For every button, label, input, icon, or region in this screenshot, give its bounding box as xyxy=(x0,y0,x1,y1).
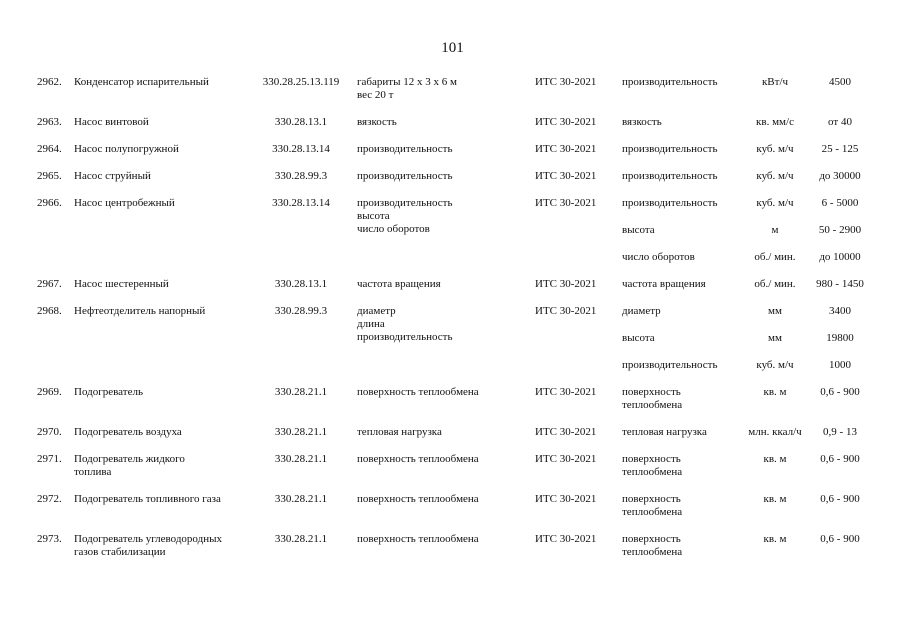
okpd-code: 330.28.21.1 xyxy=(274,533,328,545)
value: 6 - 5000 xyxy=(821,197,859,209)
parameter-name xyxy=(622,251,746,264)
characteristic-line: диаметр xyxy=(357,305,396,317)
parameter-name xyxy=(622,493,746,519)
value: 980 - 1450 xyxy=(816,278,864,290)
parameter-name-line: производительность xyxy=(622,76,718,88)
parameter-name-line: теплообмена xyxy=(622,506,683,518)
parameter-name xyxy=(622,197,746,210)
value: 0,6 - 900 xyxy=(820,493,860,505)
characteristic-line: производительность xyxy=(357,197,453,209)
value: до 10000 xyxy=(819,251,861,263)
value: 4500 xyxy=(829,76,851,88)
characteristic-line: число оборотов xyxy=(357,223,430,235)
value: 1000 xyxy=(829,359,851,371)
equipment-name xyxy=(74,386,246,399)
equipment-name-line: топлива xyxy=(74,466,112,478)
equipment-name-line: Насос полупогружной xyxy=(74,143,179,155)
parameter-name-line: поверхность xyxy=(622,453,681,465)
characteristic-line: поверхность теплообмена xyxy=(357,386,479,398)
parameter-name xyxy=(622,453,746,479)
okpd-code: 330.28.21.1 xyxy=(274,386,328,398)
parameter-name-line: число оборотов xyxy=(622,251,695,263)
parameter-name xyxy=(622,332,746,345)
parameter-name-line: поверхность xyxy=(622,493,681,505)
value: 3400 xyxy=(829,305,851,317)
reference-standard: ИТС 30-2021 xyxy=(535,533,597,545)
value: 50 - 2900 xyxy=(818,224,862,236)
row-number: 2973. xyxy=(37,533,62,545)
characteristic-line: производительность xyxy=(357,170,453,182)
row-number: 2963. xyxy=(37,116,62,128)
characteristic-line: вес 20 т xyxy=(357,89,394,101)
characteristics xyxy=(357,533,527,546)
characteristics xyxy=(357,76,527,102)
parameter-name-line: высота xyxy=(622,224,655,236)
okpd-code: 330.28.21.1 xyxy=(274,426,328,438)
characteristic-line: длина xyxy=(357,318,385,330)
unit: мм xyxy=(768,305,782,317)
value: 0,6 - 900 xyxy=(820,453,860,465)
characteristics xyxy=(357,386,527,399)
equipment-name-line: Нефтеотделитель напорный xyxy=(74,305,206,317)
unit: об./ мин. xyxy=(754,251,796,263)
equipment-name xyxy=(74,278,246,291)
unit: мм xyxy=(768,332,782,344)
unit: куб. м/ч xyxy=(756,143,794,155)
unit: млн. ккал/ч xyxy=(748,426,802,438)
equipment-name-line: Насос винтовой xyxy=(74,116,149,128)
row-number: 2962. xyxy=(37,76,62,88)
reference-standard: ИТС 30-2021 xyxy=(535,426,597,438)
okpd-code: 330.28.13.1 xyxy=(274,278,328,290)
equipment-name xyxy=(74,76,246,89)
value: 25 - 125 xyxy=(821,143,859,155)
characteristics xyxy=(357,426,527,439)
row-number: 2969. xyxy=(37,386,62,398)
row-number: 2972. xyxy=(37,493,62,505)
unit: м xyxy=(771,224,779,236)
characteristics xyxy=(357,197,527,236)
equipment-name xyxy=(74,170,246,183)
equipment-name xyxy=(74,533,246,559)
value: 19800 xyxy=(826,332,854,344)
characteristic-line: габариты 12 x 3 x 6 м xyxy=(357,76,457,88)
equipment-name-line: Конденсатор испарительный xyxy=(74,76,209,88)
parameter-name xyxy=(622,426,746,439)
characteristics xyxy=(357,305,527,344)
characteristics xyxy=(357,143,527,156)
reference-standard: ИТС 30-2021 xyxy=(535,305,597,317)
parameter-name xyxy=(622,278,746,291)
page-number: 101 xyxy=(441,40,464,56)
parameter-name xyxy=(622,76,746,89)
okpd-code: 330.28.99.3 xyxy=(274,305,328,317)
parameter-name xyxy=(622,305,746,318)
characteristics xyxy=(357,116,527,129)
okpd-code: 330.28.13.14 xyxy=(272,143,330,155)
characteristic-line: тепловая нагрузка xyxy=(357,426,442,438)
equipment-name xyxy=(74,453,246,479)
parameter-name-line: диаметр xyxy=(622,305,661,317)
equipment-name-line: Насос шестеренный xyxy=(74,278,169,290)
row-number: 2966. xyxy=(37,197,62,209)
equipment-name-line: Насос центробежный xyxy=(74,197,175,209)
parameter-name-line: теплообмена xyxy=(622,546,683,558)
value: 0,9 - 13 xyxy=(823,426,857,438)
okpd-code: 330.28.21.1 xyxy=(274,493,328,505)
row-number: 2964. xyxy=(37,143,62,155)
okpd-code: 330.28.13.14 xyxy=(272,197,330,209)
reference-standard: ИТС 30-2021 xyxy=(535,197,597,209)
unit: куб. м/ч xyxy=(756,170,794,182)
unit: кв. мм/с xyxy=(756,116,794,128)
okpd-code: 330.28.25.13.119 xyxy=(262,76,340,88)
row-number: 2967. xyxy=(37,278,62,290)
characteristics xyxy=(357,493,527,506)
reference-standard: ИТС 30-2021 xyxy=(535,386,597,398)
equipment-name xyxy=(74,493,246,506)
characteristic-line: производительность xyxy=(357,143,453,155)
equipment-name xyxy=(74,143,246,156)
parameter-name-line: производительность xyxy=(622,197,718,209)
equipment-name-line: Подогреватель топливного газа xyxy=(74,493,221,505)
characteristic-line: поверхность теплообмена xyxy=(357,453,479,465)
parameter-name-line: вязкость xyxy=(622,116,662,128)
reference-standard: ИТС 30-2021 xyxy=(535,170,597,182)
unit: об./ мин. xyxy=(754,278,796,290)
row-number: 2965. xyxy=(37,170,62,182)
parameter-name-line: теплообмена xyxy=(622,399,683,411)
equipment-name-line: Подогреватель углеводородных xyxy=(74,533,222,545)
parameter-name-line: производительность xyxy=(622,170,718,182)
parameter-name-line: поверхность xyxy=(622,533,681,545)
parameter-name-line: частота вращения xyxy=(622,278,706,290)
unit: кв. м xyxy=(763,493,787,505)
unit: кв. м xyxy=(763,533,787,545)
parameter-name-line: теплообмена xyxy=(622,466,683,478)
characteristic-line: частота вращения xyxy=(357,278,441,290)
characteristic-line: поверхность теплообмена xyxy=(357,533,479,545)
equipment-name-line: Подогреватель xyxy=(74,386,143,398)
reference-standard: ИТС 30-2021 xyxy=(535,76,597,88)
row-number: 2968. xyxy=(37,305,62,317)
equipment-name-line: газов стабилизации xyxy=(74,546,166,558)
equipment-name xyxy=(74,116,246,129)
reference-standard: ИТС 30-2021 xyxy=(535,116,597,128)
value: 0,6 - 900 xyxy=(820,533,860,545)
parameter-name-line: тепловая нагрузка xyxy=(622,426,707,438)
unit: кв. м xyxy=(763,453,787,465)
unit: куб. м/ч xyxy=(756,359,794,371)
equipment-name-line: Подогреватель воздуха xyxy=(74,426,182,438)
unit: кв. м xyxy=(763,386,787,398)
equipment-name-line: Насос струйный xyxy=(74,170,151,182)
parameter-name xyxy=(622,116,746,129)
characteristics xyxy=(357,453,527,466)
reference-standard: ИТС 30-2021 xyxy=(535,278,597,290)
characteristic-line: вязкость xyxy=(357,116,397,128)
value: до 30000 xyxy=(819,170,861,182)
equipment-name xyxy=(74,426,246,439)
equipment-name xyxy=(74,197,246,210)
characteristics xyxy=(357,278,527,291)
unit: куб. м/ч xyxy=(756,197,794,209)
parameter-name-line: высота xyxy=(622,332,655,344)
okpd-code: 330.28.99.3 xyxy=(274,170,328,182)
parameter-name xyxy=(622,533,746,559)
characteristic-line: высота xyxy=(357,210,390,222)
unit: кВт/ч xyxy=(761,76,789,88)
row-number: 2971. xyxy=(37,453,62,465)
parameter-name-line: поверхность xyxy=(622,386,681,398)
row-number: 2970. xyxy=(37,426,62,438)
parameter-name xyxy=(622,359,746,372)
reference-standard: ИТС 30-2021 xyxy=(535,143,597,155)
value: 0,6 - 900 xyxy=(820,386,860,398)
reference-standard: ИТС 30-2021 xyxy=(535,453,597,465)
okpd-code: 330.28.13.1 xyxy=(274,116,328,128)
parameter-name xyxy=(622,170,746,183)
characteristics xyxy=(357,170,527,183)
parameter-name-line: производительность xyxy=(622,143,718,155)
equipment-name-line: Подогреватель жидкого xyxy=(74,453,185,465)
parameter-name xyxy=(622,224,746,237)
parameter-name-line: производительность xyxy=(622,359,718,371)
parameter-name xyxy=(622,386,746,412)
value: от 40 xyxy=(828,116,852,128)
characteristic-line: поверхность теплообмена xyxy=(357,493,479,505)
characteristic-line: производительность xyxy=(357,331,453,343)
equipment-name xyxy=(74,305,246,318)
parameter-name xyxy=(622,143,746,156)
reference-standard: ИТС 30-2021 xyxy=(535,493,597,505)
okpd-code: 330.28.21.1 xyxy=(274,453,328,465)
